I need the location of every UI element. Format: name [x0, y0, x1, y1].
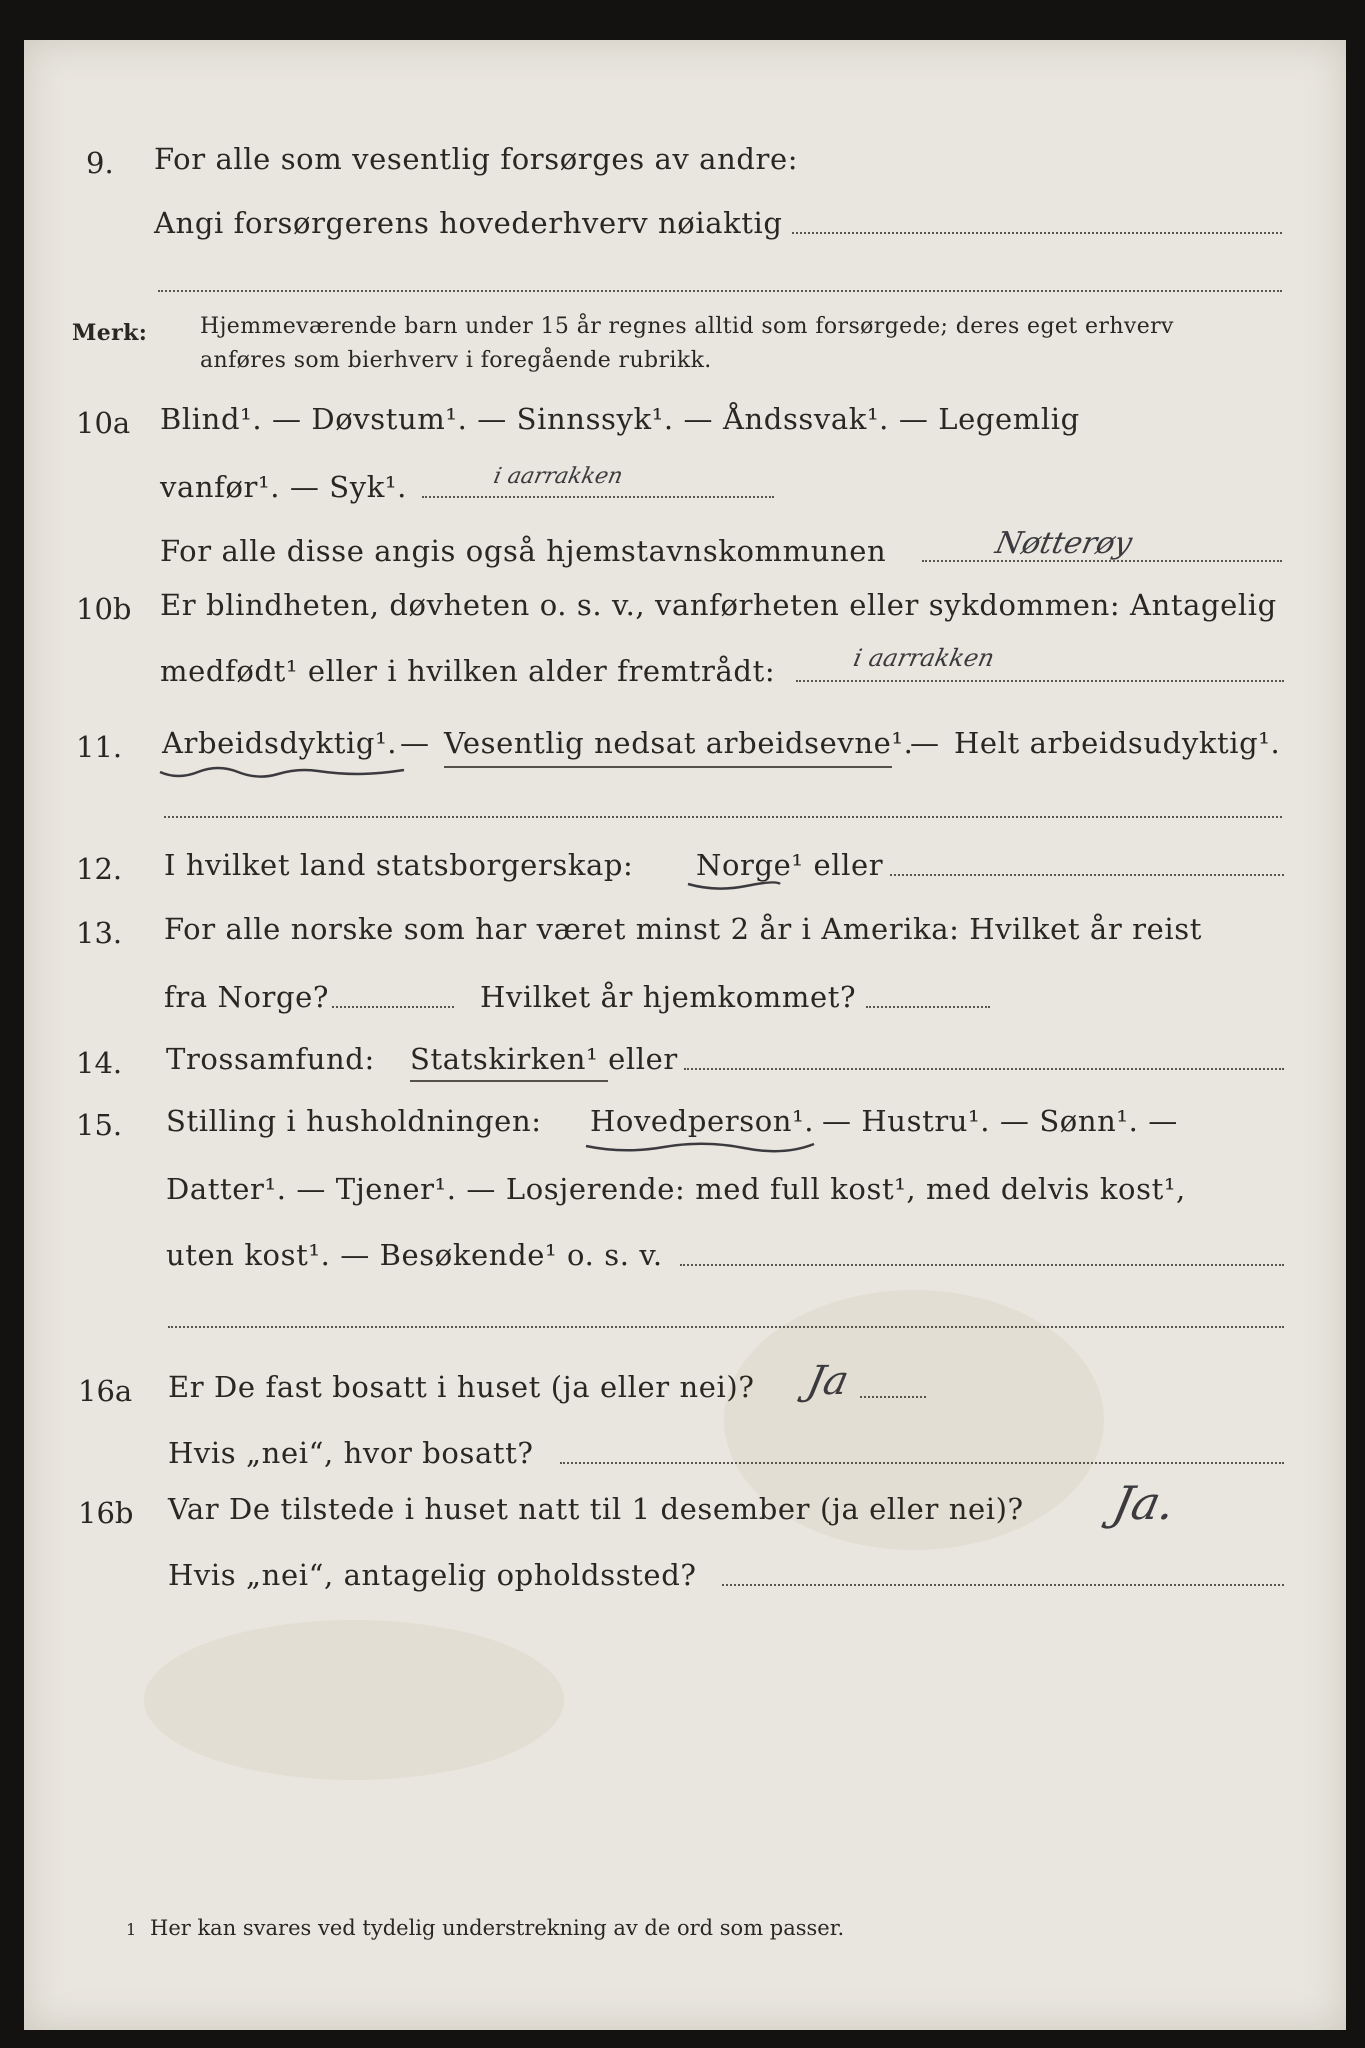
- answer-line: [860, 1396, 926, 1398]
- q15-option-hovedperson: Hovedperson¹.: [590, 1104, 815, 1138]
- handwritten-answer: Ja: [803, 1358, 853, 1404]
- answer-line: [684, 1068, 1284, 1070]
- answer-line: [680, 1264, 1284, 1266]
- handwritten-answer: i aarrakken: [851, 644, 997, 672]
- q9-text: For alle som vesentlig forsørges av andre:: [154, 142, 799, 176]
- question-number: 12.: [76, 852, 123, 886]
- q12-text: I hvilket land statsborgerskap:: [164, 848, 634, 882]
- question-number: 13.: [76, 916, 123, 950]
- q16a-text: Er De fast bosatt i huset (ja eller nei)?: [168, 1370, 755, 1404]
- q10a-options: vanfør¹. — Syk¹.: [160, 470, 407, 504]
- answer-line: [796, 680, 1284, 682]
- separator: —: [400, 726, 430, 760]
- question-number: 10b: [76, 592, 132, 626]
- q11-option-arbeidsdyktig: Arbeidsdyktig¹.: [162, 726, 398, 760]
- question-number: 9.: [86, 146, 114, 180]
- answer-line: [866, 1006, 990, 1008]
- q11-option-udyktig: Helt arbeidsudyktig¹.: [954, 726, 1281, 760]
- q9-prompt: Angi forsørgerens hovederhverv nøiaktig: [154, 206, 783, 240]
- q16a-prompt: Hvis „nei“, hvor bosatt?: [168, 1436, 534, 1470]
- handwritten-underline: [444, 766, 892, 768]
- answer-line: [332, 1006, 454, 1008]
- separator: —: [910, 726, 940, 760]
- handwritten-underline: [686, 878, 782, 894]
- q15-options: — Hustru¹. — Sønn¹. —: [822, 1104, 1178, 1138]
- answer-line: [792, 232, 1282, 234]
- answer-line: [168, 1326, 1284, 1328]
- note-text: anføres som bierhverv i foregående rubrikk.: [200, 348, 712, 373]
- q12-option: Norge¹ eller: [696, 848, 884, 882]
- q13-prompt-hjemkommet: Hvilket år hjemkommet?: [480, 980, 857, 1014]
- question-number: 11.: [76, 730, 123, 764]
- question-number: 16a: [78, 1374, 133, 1408]
- question-number: 15.: [76, 1108, 123, 1142]
- census-form-page: [24, 40, 1346, 2030]
- q11-option-nedsat: Vesentlig nedsat arbeidsevne¹.: [444, 726, 914, 760]
- answer-line: [890, 874, 1284, 876]
- q10a-prompt: For alle disse angis også hjemstavnskommunen: [160, 534, 887, 568]
- q14-text: Trossamfund:: [166, 1042, 375, 1076]
- q13-text: For alle norske som har været minst 2 år i Amerika: Hvilket år reist: [164, 912, 1202, 946]
- footnote-text: Her kan svares ved tydelig understrekning av de ord som passer.: [150, 1916, 845, 1940]
- q15-options: Datter¹. — Tjener¹. — Losjerende: med full kost¹, med delvis kost¹,: [166, 1172, 1186, 1206]
- handwritten-underline: [158, 762, 408, 782]
- question-number: 16b: [78, 1496, 134, 1530]
- handwritten-answer: i aarrakken: [491, 464, 625, 489]
- answer-line: [164, 816, 1282, 818]
- q16b-text: Var De tilstede i huset natt til 1 desember (ja eller nei)?: [168, 1492, 1024, 1526]
- footnote-mark: 1: [126, 1920, 137, 1939]
- q16b-prompt: Hvis „nei“, antagelig opholdssted?: [168, 1558, 697, 1592]
- handwritten-answer: Nøtterøy: [992, 526, 1136, 561]
- question-number: 14.: [76, 1046, 123, 1080]
- q15-options: uten kost¹. — Besøkende¹ o. s. v.: [166, 1238, 663, 1272]
- q10b-text: Er blindheten, døvheten o. s. v., vanførheten eller sykdommen: Antagelig: [160, 588, 1277, 622]
- q13-prompt-reist: fra Norge?: [164, 980, 330, 1014]
- note-text: Hjemmeværende barn under 15 år regnes alltid som forsørgede; deres eget erhverv: [200, 314, 1174, 339]
- q10b-prompt: medfødt¹ eller i hvilken alder fremtrådt:: [160, 654, 776, 688]
- answer-line: [560, 1462, 1284, 1464]
- handwritten-underline: [584, 1138, 816, 1156]
- note-label: Merk:: [72, 320, 148, 346]
- answer-line: [422, 496, 774, 498]
- q15-text: Stilling i husholdningen:: [166, 1104, 542, 1138]
- answer-line: [158, 290, 1282, 292]
- q10a-options: Blind¹. — Døvstum¹. — Sinnssyk¹. — Åndssvak¹. — Legemlig: [160, 402, 1080, 436]
- q14-option: Statskirken¹ eller: [410, 1042, 678, 1076]
- handwritten-answer: Ja.: [1108, 1476, 1181, 1530]
- paper-stain: [144, 1620, 564, 1780]
- question-number: 10a: [76, 406, 131, 440]
- answer-line: [722, 1584, 1284, 1586]
- handwritten-underline: [410, 1080, 608, 1082]
